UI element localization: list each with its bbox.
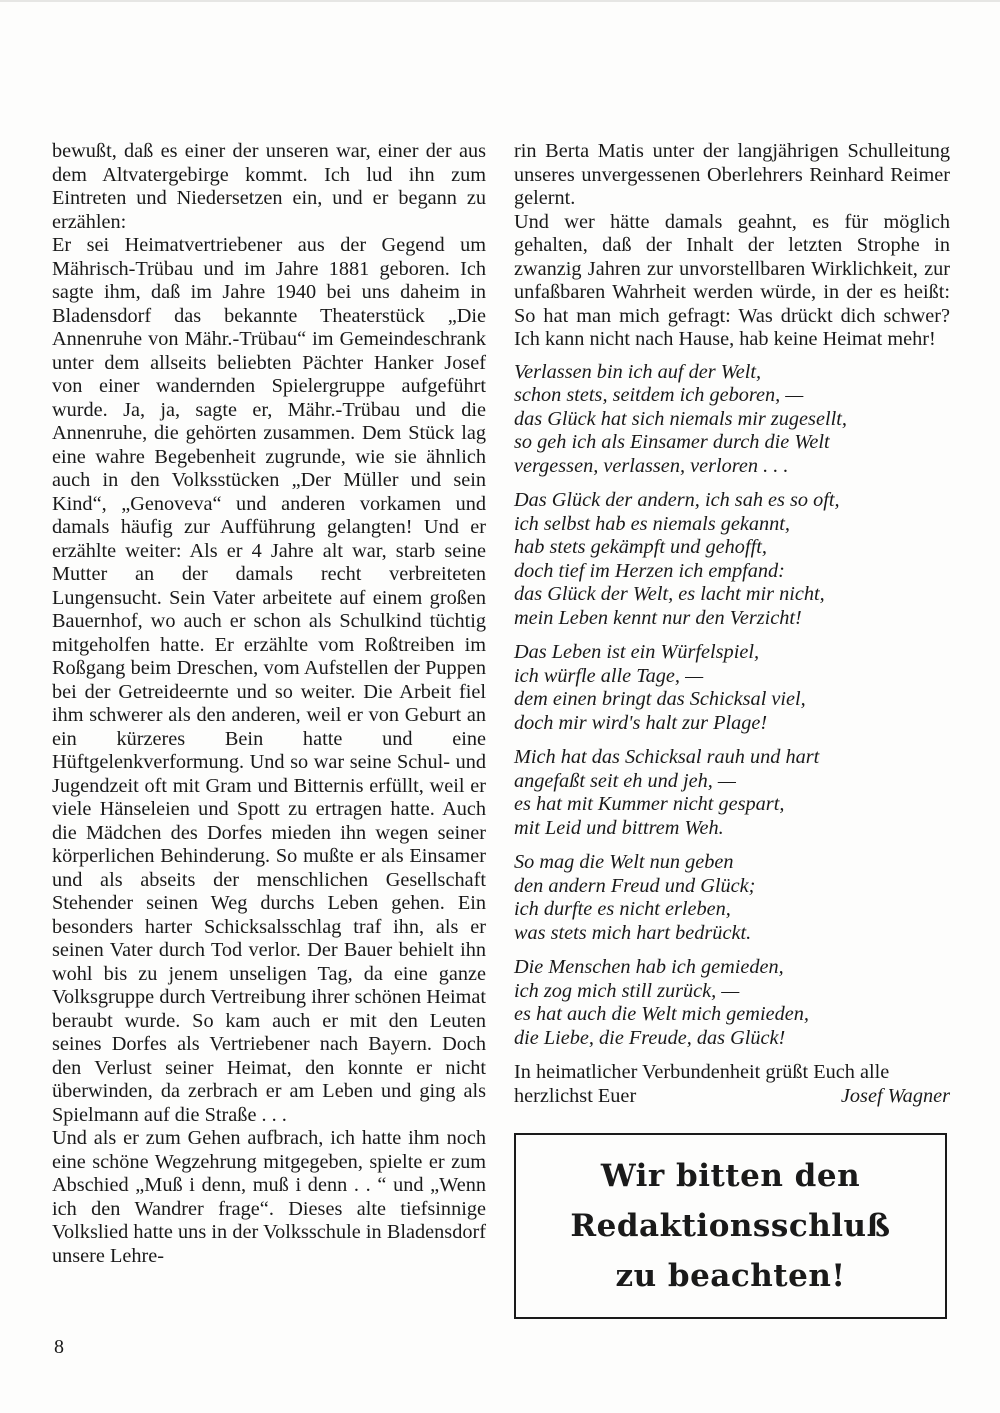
poem-line: das Glück hat sich niemals mir zugesellt, — [514, 407, 847, 430]
left-column-paragraph: Er sei Heimatvertriebener aus der Gegend um Mährisch-Trübau und im Jahre 1881 geboren. Ich sagte ihm, daß im Jahre 1940 bei uns daheim in Bladensdorf das bekannte Theaterstück „Die Annenruhe von Mähr.-Trübau“ im Gemeindeschrank unter dem allseits beliebten Pächter Hanker Josef von einer wandernden Spielergruppe aufgeführt wurde. Ja, ja, sagte er, Mähr.-Trübau und die Annenruhe, die gehörten zusammen. Dem Stück lag eine wahre Begebenheit zugrunde, wie sie ähnlich auch in den Volksstücken „Der Müller und sein Kind“, „Genoveva“ und anderen vorkamen und damals häufig zur Aufführung gelangten! Und er erzählte weiter: Als er 4 Jahre alt war, starb seine Mutter an der damals recht verbreiteten Lungensucht. Sein Vater arbeitete auf einem großen Bauernhof, wo auch er schon als Schulkind tüchtig mitgeholfen hatte. Er erzählte vom Roßtreiben im Roßgang beim Dreschen, vom Aufstellen der Puppen bei der Getreideernte und so weiter. Die Arbeit fiel ihm schwerer als den anderen, weil er von Geburt an ein kürzeres Bein hatte und eine Hüftgelenkverformung. Und so war seine Schul- und Jugendzeit oft mit Gram und Bitternis erfüllt, weil er viele Hänseleien und Spott zu ertragen hatte. Auch die Mädchen des Dorfes mieden ihn wegen seiner körperlichen Behinderung. So mußte er als Einsamer und als abseits der menschlichen Gesellschaft Stehender seinen Weg durchs Leben gehen. Ein besonders harter Schicksalsschlag traf ihn, als er seinen Vater durch Tod verlor. Der Bauer behielt ihn wohl bis zu jenem unseligen Tag, da eine ganze Volksgruppe durch Vertreibung ihrer schönen Heimat beraubt wurde. So kam auch er mit den Leuten seines Dorfes als Vertriebener nach Bayern. Doch den Verlust seiner Heimat, den konnte er nicht überwinden, da zerbrach er am Leben und ging als Spielmann auf die Straße . . . — [52, 234, 486, 1126]
poem-line: ich selbst hab es niemals gekannt, — [514, 512, 791, 535]
poem-line: So mag die Welt nun geben — [514, 851, 734, 873]
scan-edge-line — [0, 0, 1000, 2]
poem-line: mein Leben kennt nur den Verzicht! — [514, 606, 802, 629]
poem-line: schon stets, seitdem ich geboren, — — [514, 384, 804, 406]
closing-greeting — [514, 1061, 950, 1085]
page-number: 8 — [54, 1336, 64, 1358]
poem-stanza — [514, 641, 950, 735]
poem-stanza — [514, 851, 950, 945]
poem-line: ich durfte es nicht erleben, — [514, 898, 731, 920]
poem-line: dem einen bringt das Schicksal viel, — [514, 688, 806, 710]
author-signature: Josef Wagner — [840, 1084, 950, 1107]
notice-line-1: Wir bitten den — [600, 1158, 861, 1194]
poem-line: ich zog mich still zurück, — — [514, 979, 740, 1002]
poem-line: es hat auch die Welt mich gemieden, — [514, 1003, 809, 1025]
poem-stanza — [514, 489, 950, 630]
poem-stanza — [514, 746, 950, 840]
poem-line: das Glück der Welt, es lacht mir nicht, — [514, 583, 825, 605]
poem-line: vergessen, verlassen, verloren . . . — [514, 454, 789, 477]
poem-stanza — [514, 361, 950, 479]
left-column — [52, 140, 486, 1268]
poem-stanza — [514, 956, 950, 1050]
poem-line: hab stets gekämpft und gehofft, — [514, 536, 767, 558]
deadline-notice-text — [570, 1151, 890, 1301]
notice-line-3: zu beachten! — [615, 1258, 846, 1294]
article-text-left — [52, 140, 486, 1268]
poem-line: was stets mich hart bedrückt. — [514, 921, 752, 944]
closing-line: In heimatlicher Verbundenheit grüßt Euch alle — [514, 1061, 890, 1083]
poem-line: doch tief im Herzen ich empfand: — [514, 559, 785, 582]
poem-line: doch mir wird's halt zur Plage! — [514, 711, 768, 734]
article-text-right — [514, 140, 950, 352]
right-column — [514, 140, 950, 1108]
deadline-notice-box — [514, 1133, 947, 1319]
left-column-paragraph: Und als er zum Gehen aufbrach, ich hatte ihm noch eine schöne Wegzehrung mitgegeben, spielte er zum Abschied „Muß i denn, muß i denn . . “ und „Wenn ich den Wandrer frage“. Dieses alte tiefsinnige Volkslied hatte uns in der Volksschule in Bladensdorf unsere Lehre- — [52, 1127, 486, 1267]
left-column-paragraph: bewußt, daß es einer der unseren war, einer der aus dem Altvatergebirge kommt. Ich lud ihn zum Eintreten und Niedersetzen ein, und er begann zu erzählen: — [52, 140, 486, 233]
signature-row — [514, 1085, 950, 1109]
right-column-paragraph: Und wer hätte damals geahnt, es für möglich gehalten, daß der Inhalt der letzten Strophe in zwanzig Jahren zur unvorstellbaren Wirklichkeit, zur unfaßbaren Wahrheit werden würde, in der es heißt: So hat man mich gefragt: Was drückt dich schwer? Ich kann nicht nach Hause, hab keine Heimat mehr! — [514, 210, 950, 350]
poem-line: es hat mit Kummer nicht gespart, — [514, 793, 785, 815]
poem-line: Mich hat das Schicksal rauh und hart — [514, 746, 820, 768]
poem-line: Das Glück der andern, ich sah es so oft, — [514, 489, 840, 511]
poem-line: angefaßt seit eh und jeh, — — [514, 769, 736, 792]
poem — [514, 361, 950, 1051]
poem-line: Verlassen bin ich auf der Welt, — [514, 360, 762, 383]
poem-line: Das Leben ist ein Würfelspiel, — [514, 641, 760, 663]
notice-line-2: Redaktionsschluß — [570, 1208, 891, 1244]
poem-line: den andern Freud und Glück; — [514, 874, 756, 897]
poem-line: mit Leid und bittrem Weh. — [514, 816, 724, 839]
right-column-paragraph: rin Berta Matis unter der langjährigen Schulleitung unseres unvergessenen Oberlehrers Reinhard Reimer gelernt. — [514, 140, 950, 209]
poem-line: so geh ich als Einsamer durch die Welt — [514, 431, 830, 453]
poem-line: die Liebe, die Freude, das Glück! — [514, 1026, 786, 1049]
closing-word: herzlichst Euer — [514, 1084, 637, 1107]
poem-line: Die Menschen hab ich gemieden, — [514, 956, 784, 978]
poem-line: ich würfle alle Tage, — — [514, 664, 704, 687]
